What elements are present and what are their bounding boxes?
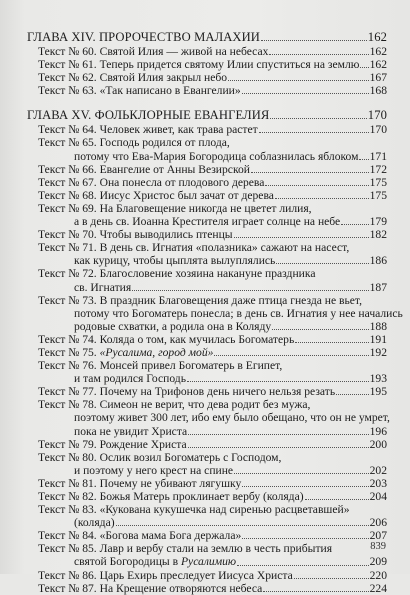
toc-entry-continuation <box>27 215 387 228</box>
toc-entry-page: 206 <box>369 516 387 530</box>
toc-entry-page: 188 <box>369 319 387 333</box>
leader-dots <box>237 565 369 566</box>
leader-dots <box>265 185 368 186</box>
leader-dots <box>294 578 369 579</box>
toc-entry-title: Текст № 68. Иисус Христос был зачат от дерева <box>38 188 274 202</box>
toc-entry-page: 170 <box>369 123 387 137</box>
toc-entry-title: Текст № 74. Коляда о том, как мучилась Богоматерь <box>38 332 295 346</box>
toc-entry-title: и поэтому у него крест на спине <box>74 463 234 477</box>
toc-entry-title: Текст № 60. Святой Илия — живой на небесах <box>38 45 269 58</box>
toc-entry-title <box>38 346 213 359</box>
toc-entry[interactable] <box>27 359 387 372</box>
toc-entry-page: 162 <box>369 58 387 72</box>
table-of-contents <box>27 30 403 595</box>
toc-entry-page: 202 <box>369 463 387 477</box>
toc-entry-page: 193 <box>369 372 387 386</box>
leader-dots <box>242 538 368 539</box>
leader-dots <box>336 394 368 395</box>
toc-entry[interactable] <box>27 569 387 582</box>
toc-entry-title: потому что Ева-Мария Богородица соблазнилась яблоком <box>74 149 359 163</box>
leader-dots <box>242 486 368 487</box>
toc-entry[interactable] <box>27 346 387 359</box>
leader-dots <box>116 525 369 526</box>
toc-entry-page: 187 <box>369 280 387 294</box>
toc-entry-page: 207 <box>369 529 387 543</box>
toc-entry[interactable] <box>27 294 387 307</box>
toc-entry[interactable] <box>27 503 387 516</box>
chapter-15-page: 170 <box>367 108 387 123</box>
toc-entry-title-prefix: Текст № 75. <box>38 345 100 359</box>
toc-entry-title: родовые схватки, а родила она в Коляду <box>74 319 272 333</box>
toc-entry[interactable] <box>27 71 387 84</box>
toc-entry-page: 168 <box>369 84 387 98</box>
toc-entry-page: 171 <box>369 149 387 163</box>
toc-entry-title: Текст № 87. На Крещение отворяются небеса <box>38 581 263 595</box>
toc-entry-page: 195 <box>369 385 387 399</box>
toc-entry-title: Текст № 64. Человек живет, как трава растет <box>38 123 258 137</box>
toc-entry-continuation <box>27 425 387 438</box>
leader-dots <box>341 224 368 225</box>
toc-entry-page: 162 <box>369 45 387 58</box>
toc-entry-page: 220 <box>369 568 387 582</box>
toc-entry-title: Текст № 86. Царь Ехирь преследует Иисуса Христа <box>38 568 293 582</box>
toc-entry-page: 172 <box>369 162 387 176</box>
toc-entry-continuation <box>27 555 387 568</box>
toc-entry-title: Текст № 81. Почему не убивают лягушку <box>38 476 242 490</box>
toc-entry-page: 191 <box>369 332 387 346</box>
toc-entry-page: 224 <box>369 581 387 595</box>
toc-entry-page: 182 <box>369 228 387 242</box>
leader-dots <box>228 80 369 81</box>
leader-dots <box>187 381 369 382</box>
toc-entry-title <box>74 555 236 568</box>
toc-entry-title: Текст № 70. Чтобы выводились птенцы <box>38 228 233 242</box>
toc-entry[interactable] <box>27 529 387 542</box>
leader-dots <box>295 342 368 343</box>
toc-entry-continuation <box>27 411 390 425</box>
toc-entry-page: 209 <box>369 555 387 569</box>
toc-entry-continuation <box>27 254 387 267</box>
leader-dots <box>234 237 369 238</box>
leader-dots <box>188 434 368 435</box>
chapter-14-items <box>27 45 387 97</box>
toc-entry[interactable] <box>27 477 387 490</box>
toc-entry[interactable] <box>27 241 387 254</box>
toc-entry-title: Текст № 85. Лавр и вербу стали на землю в честь прибытия <box>38 542 333 556</box>
toc-entry-title: а в день св. Иоанна Крестителя играет солнце на небе <box>74 215 341 229</box>
toc-entry-title: Текст № 80. Ослик возил Богоматерь с Господом, <box>38 450 282 464</box>
toc-entry-title: Текст № 66. Евангелие от Анны Везирской <box>38 162 250 176</box>
toc-entry-title: Текст № 69. На Благовещение никогда не цветет лилия, <box>38 201 312 215</box>
page-number: 839 <box>370 541 386 552</box>
toc-entry[interactable] <box>27 84 387 97</box>
toc-entry[interactable] <box>27 45 387 58</box>
leader-dots <box>214 355 368 356</box>
toc-entry-title-prefix: святой Богородицы в <box>74 555 181 569</box>
toc-entry-title: Текст № 65. Господь родился от плода, <box>38 136 230 150</box>
toc-entry-title: Текст № 71. В день св. Игнатия «полазника» сажают на насест, <box>38 241 350 255</box>
toc-entry-title: Текст № 78. Симеон не верит, что дева родит без мужа, <box>38 398 311 412</box>
leader-dots <box>275 198 369 199</box>
toc-entry-continuation <box>27 150 387 163</box>
toc-entry[interactable] <box>27 176 387 189</box>
toc-entry-page: 175 <box>369 175 387 189</box>
toc-entry-title: Текст № 84. «Богова мама Бога держала» <box>38 529 242 543</box>
leader-dots <box>359 159 368 160</box>
leader-dots <box>132 290 368 291</box>
toc-entry-title: Текст № 61. Теперь придется святому Илии спуститься на землю <box>38 58 360 72</box>
toc-entry-continuation <box>27 306 403 320</box>
toc-entry-continuation <box>27 464 387 477</box>
leader-dots <box>276 263 368 264</box>
toc-entry-page: 196 <box>369 424 387 438</box>
toc-entry-title: Текст № 76. Монсей привел Богоматерь в Египет, <box>38 359 283 373</box>
toc-entry-title: поэтому живет 300 лет, ибо ему было обещано, что он не умрет, <box>74 411 390 425</box>
chapter-15-heading[interactable] <box>27 108 387 123</box>
toc-entry[interactable] <box>27 385 387 398</box>
toc-entry-page: 186 <box>369 254 387 268</box>
chapter-14-title: ГЛАВА XIV. ПРОРОЧЕСТВО МАЛАХИИ <box>27 30 260 44</box>
toc-entry[interactable] <box>27 136 387 149</box>
toc-entry-page: 167 <box>369 71 387 85</box>
toc-entry[interactable] <box>27 333 387 346</box>
toc-entry-title: (коляда) <box>74 516 115 530</box>
toc-entry-title: как курицу, чтобы цыплята вылуплялись <box>74 254 276 268</box>
leader-dots <box>251 172 369 173</box>
toc-entry-page: 204 <box>369 490 387 503</box>
toc-entry-page: 175 <box>369 188 387 202</box>
leader-dots <box>269 54 368 55</box>
toc-entry[interactable] <box>27 267 387 280</box>
leader-dots <box>305 499 369 500</box>
chapter-15-title: ГЛАВА XV. ФОЛЬКЛОРНЫЕ ЕВАНГЕЛИЯ <box>27 108 270 123</box>
toc-entry-title: Текст № 72. Благословение хозяина накануне праздника <box>38 267 316 281</box>
toc-entry-title: Текст № 77. Почему на Трифонов день ничего нельзя резать <box>38 385 336 399</box>
toc-entry-title: Текст № 67. Она понесла от плодового дерева <box>38 175 265 189</box>
toc-entry[interactable] <box>27 451 387 464</box>
toc-entry-title: и там родился Господь <box>74 372 186 386</box>
toc-entry[interactable] <box>27 202 387 215</box>
leader-dots <box>242 93 369 94</box>
toc-entry-title: Текст № 63. «Так написано в Евангелии» <box>38 84 241 98</box>
toc-entry-page: 200 <box>369 437 387 451</box>
section-gap <box>27 97 387 108</box>
toc-entry[interactable] <box>27 189 387 202</box>
leader-dots <box>188 447 369 448</box>
toc-entry-title: Текст № 62. Святой Илия закрыл небо <box>38 71 228 85</box>
toc-entry[interactable] <box>27 163 387 176</box>
leader-dots <box>270 118 366 119</box>
toc-entry-continuation <box>27 516 387 529</box>
toc-entry[interactable] <box>27 58 387 71</box>
chapter-15-items <box>27 123 403 595</box>
leader-dots <box>360 67 368 68</box>
toc-entry-title: Текст № 79. Рождение Христа <box>38 437 187 451</box>
toc-entry-title: св. Игнатия <box>74 280 132 294</box>
toc-entry-title: Текст № 82. Божья Матерь проклинает вербу (коляда) <box>38 490 304 503</box>
toc-entry-page: 203 <box>369 476 387 490</box>
toc-entry-continuation <box>27 372 387 385</box>
chapter-14-heading[interactable] <box>27 30 387 45</box>
leader-dots <box>272 329 368 330</box>
toc-entry[interactable] <box>27 438 387 451</box>
toc-entry-title: пока не увидит Христа <box>74 424 188 438</box>
toc-entry[interactable] <box>27 582 387 595</box>
toc-entry[interactable] <box>27 123 387 136</box>
toc-entry-title-italic: «Русалима, город мой» <box>99 345 214 359</box>
toc-entry[interactable] <box>27 490 387 503</box>
leader-dots <box>259 132 369 133</box>
toc-entry-page: 192 <box>369 345 387 359</box>
toc-entry[interactable] <box>27 398 387 411</box>
toc-entry-title-italic: Русалимию <box>180 555 237 569</box>
toc-entry[interactable] <box>27 228 387 241</box>
leader-dots <box>234 473 369 474</box>
toc-entry-title: Текст № 83. «Кукована кукушечка над сиренью расцветавшей» <box>38 503 350 517</box>
toc-entry-title: потому что Богоматерь понесла; в день св. Игнатия у нее начались <box>74 306 403 320</box>
toc-entry-continuation <box>27 281 387 294</box>
toc-entry-page: 179 <box>369 215 387 229</box>
leader-dots <box>263 591 368 592</box>
leader-dots <box>261 40 367 41</box>
toc-entry-title: Текст № 73. В праздник Благовещения даже птица гнезда не вьет, <box>38 293 363 307</box>
toc-entry[interactable] <box>27 542 387 555</box>
chapter-14-page: 162 <box>367 30 387 44</box>
toc-entry-continuation <box>27 320 387 333</box>
